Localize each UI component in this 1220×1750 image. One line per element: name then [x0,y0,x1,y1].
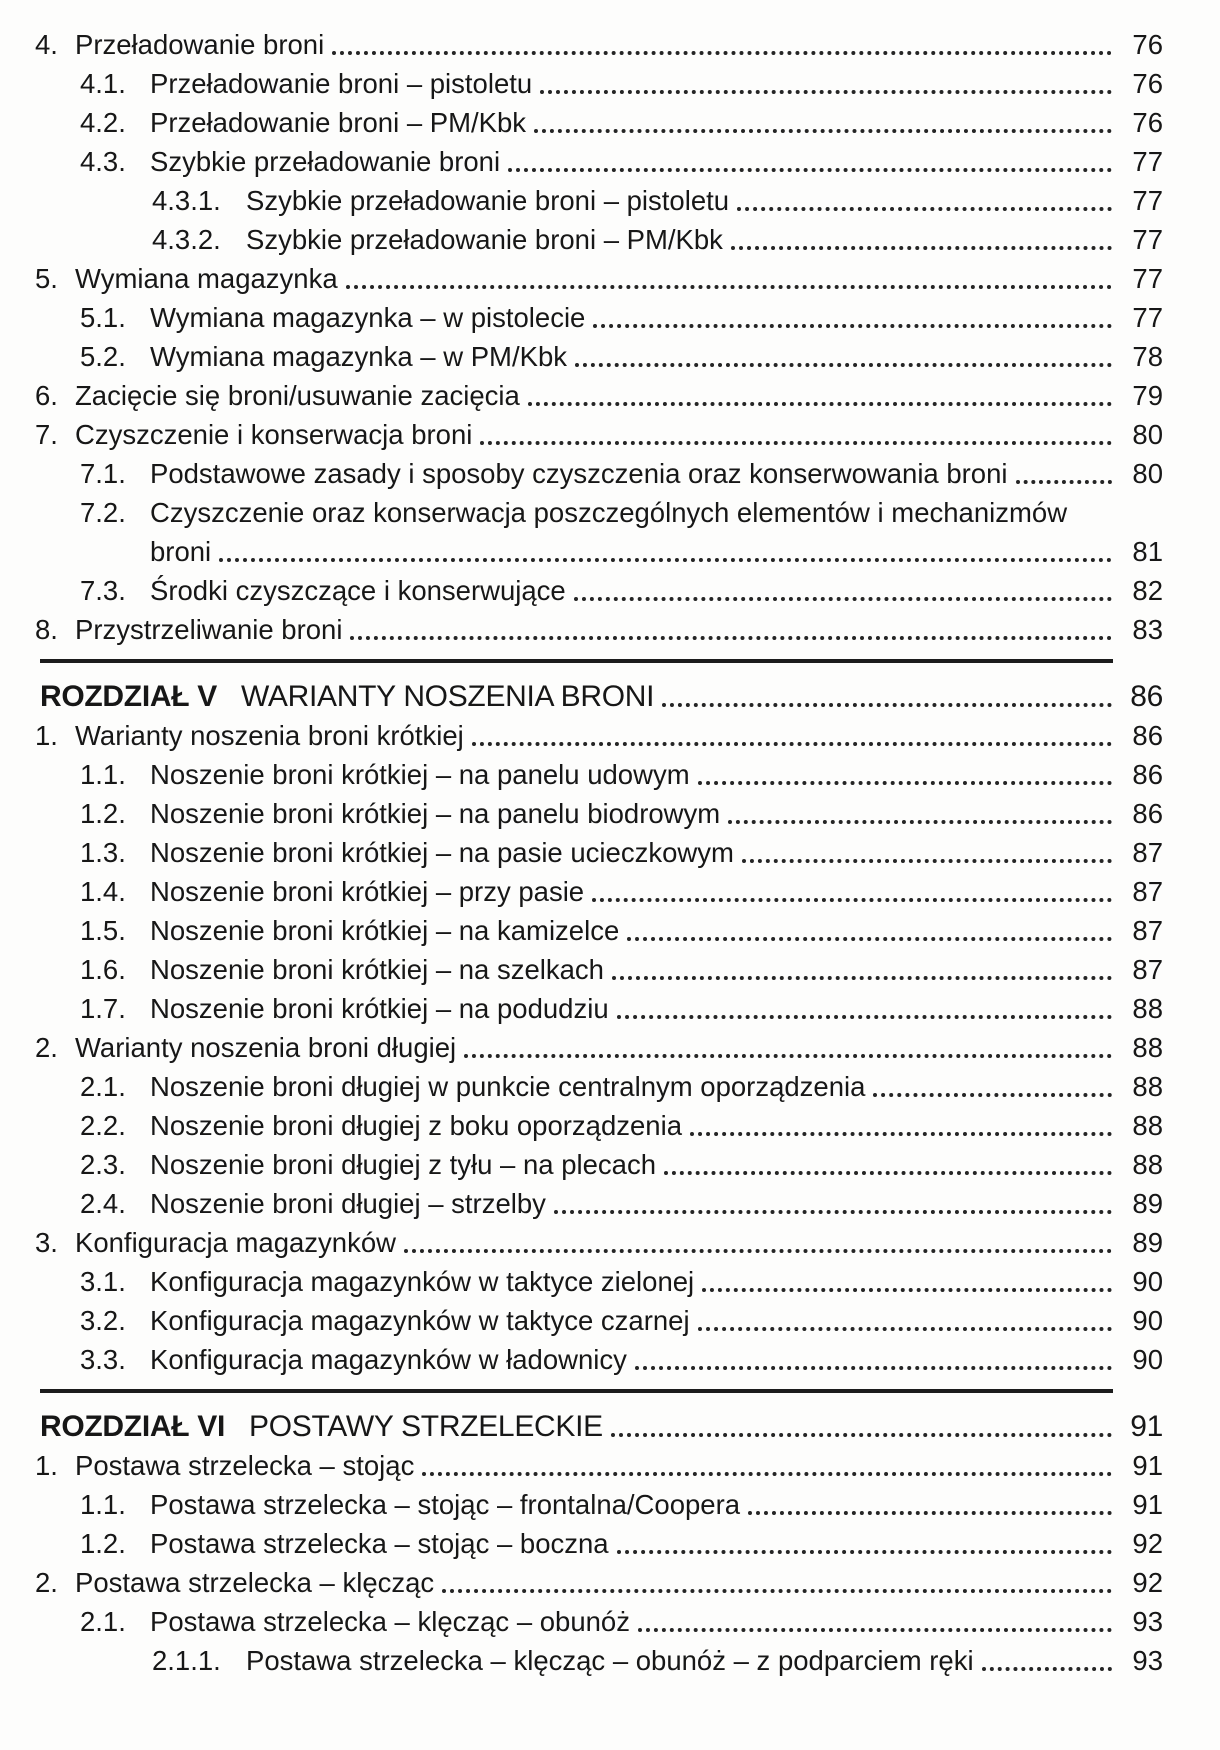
toc-entry-title: Wymiana magazynka – w PM/Kbk [150,341,567,372]
dot-leader [540,90,1112,94]
toc-entry [0,414,1163,453]
toc-entry [0,609,1163,648]
toc-entry-number: 3.1. [80,1266,126,1297]
toc-entry-number: 2.2. [80,1110,126,1141]
toc-entry [0,988,1163,1027]
section-divider [40,659,1113,663]
toc-entry-title: Noszenie broni krótkiej – na szelkach [150,954,604,985]
toc-entry [0,1144,1163,1183]
toc-entry-number: 4.3.1. [152,185,221,216]
toc-entry-page-number: 86 [1132,759,1163,790]
dot-leader [638,1628,1112,1632]
toc-entry-title: broni [150,536,212,567]
toc-entry-number: 1. [35,720,58,751]
toc-entry-page-number: 77 [1132,185,1163,216]
chapter-label: ROZDZIAŁ V [40,680,217,713]
dot-leader [593,324,1112,328]
toc-entry-number: 7.1. [80,458,126,489]
toc-entry [0,375,1163,414]
dot-leader [873,1093,1112,1097]
toc-entry-page-number: 78 [1132,341,1163,372]
toc-entry-title: Wymiana magazynka – w pistolecie [150,302,586,333]
toc-entry [0,258,1163,297]
toc-entry-title: Postawa strzelecka – klęcząc [75,1567,435,1598]
toc-entry-number: 2.4. [80,1188,126,1219]
toc-entry-title: Noszenie broni krótkiej – na panelu udowym [150,759,690,790]
toc-entry-title: Podstawowe zasady i sposoby czyszczenia oraz konserwowania broni [150,458,1008,489]
toc-entry-page-number: 87 [1132,954,1163,985]
toc-entry-title: Przystrzeliwanie broni [75,614,343,645]
toc-entry-number: 1.6. [80,954,126,985]
toc-entry [0,832,1163,871]
toc-entry-page-number: 82 [1132,575,1163,606]
toc-entry-number: 4. [35,29,58,60]
dot-leader [737,207,1112,211]
toc-entry-page-number: 76 [1132,107,1163,138]
dot-leader [472,742,1112,746]
toc-entry-number: 3. [35,1227,58,1258]
toc-entry-page-number: 86 [1132,720,1163,751]
toc-entry-number: 1. [35,1450,58,1481]
toc-entry [0,336,1163,375]
toc-entry-page-number: 88 [1132,1149,1163,1180]
toc-entry [0,297,1163,336]
toc-entry-number: 3.2. [80,1305,126,1336]
dot-leader [404,1249,1112,1253]
toc-entry-title: Czyszczenie oraz konserwacja poszczególnych elementów i mechanizmów [150,497,1068,528]
toc-entry-number: 4.3. [80,146,126,177]
toc-entry-page-number: 89 [1132,1188,1163,1219]
toc-entry-number: 2. [35,1032,58,1063]
toc-entry-page-number: 87 [1132,876,1163,907]
toc-entry [0,1562,1163,1601]
toc-entry-page-number: 77 [1132,146,1163,177]
toc-entry-number: 1.1. [80,1489,126,1520]
toc-entry-number: 2.1. [80,1606,126,1637]
toc-entry-number: 5. [35,263,58,294]
toc-entry [0,1183,1163,1222]
toc-entry [0,949,1163,988]
dot-leader [346,285,1112,289]
chapter-heading [0,1406,1163,1445]
dot-leader [612,976,1112,980]
toc-entry-title: Szybkie przeładowanie broni [150,146,501,177]
toc-entry-number: 1.2. [80,1528,126,1559]
dot-leader [575,363,1112,367]
toc-entry-number: 2.1.1. [152,1645,221,1676]
dot-leader [464,1054,1112,1058]
toc-entry [0,754,1163,793]
toc-entry [0,1601,1163,1640]
toc-entry [0,180,1163,219]
toc-entry-page-number: 93 [1132,1606,1163,1637]
toc-entry-number: 1.3. [80,837,126,868]
toc-entry-title: Przeładowanie broni – pistoletu [150,68,533,99]
dot-leader [332,51,1112,55]
toc-entry-page-number: 88 [1132,1032,1163,1063]
chapter-page-number: 86 [1130,680,1163,713]
toc-entry-title: Przeładowanie broni – PM/Kbk [150,107,527,138]
toc-entry [0,102,1163,141]
toc-entry-number: 8. [35,614,58,645]
dot-leader [748,1511,1112,1515]
dot-leader [728,820,1112,824]
chapter-heading [0,676,1163,715]
toc-entry [0,492,1163,531]
toc-entry-title: Przeładowanie broni [75,29,325,60]
toc-entry [0,219,1163,258]
toc-entry-page-number: 90 [1132,1266,1163,1297]
toc-entry-title: Noszenie broni krótkiej – na kamizelce [150,915,620,946]
toc-entry-page-number: 89 [1132,1227,1163,1258]
toc-entry-number: 7. [35,419,58,450]
toc-entry-title: Konfiguracja magazynków w taktyce zielonej [150,1266,695,1297]
dot-leader [592,898,1112,902]
chapter-title: WARIANTY NOSZENIA BRONI [241,680,655,713]
toc-entry-page-number: 77 [1132,263,1163,294]
dot-leader [422,1472,1112,1476]
toc-entry [0,570,1163,609]
toc-entry-page-number: 80 [1132,419,1163,450]
toc-entry-page-number: 91 [1132,1450,1163,1481]
toc-entry-page-number: 77 [1132,302,1163,333]
toc-entry [0,531,1163,570]
toc-entry-title: Noszenie broni krótkiej – na podudziu [150,993,609,1024]
toc-entry-page-number: 92 [1132,1528,1163,1559]
chapter-label: ROZDZIAŁ VI [40,1410,226,1443]
toc-entry-title: Noszenie broni długiej w punkcie centralnym oporządzenia [150,1071,866,1102]
toc-entry-title: Warianty noszenia broni krótkiej [75,720,464,751]
toc-entry-page-number: 76 [1132,29,1163,60]
toc-entry-number: 7.3. [80,575,126,606]
toc-entry-title: Warianty noszenia broni długiej [75,1032,457,1063]
dot-leader [554,1210,1112,1214]
chapter-page-number: 91 [1130,1410,1163,1443]
toc-entry [0,715,1163,754]
toc-entry-page-number: 79 [1132,380,1163,411]
toc-entry [0,1484,1163,1523]
toc-entry-number: 1.5. [80,915,126,946]
toc-entry-title: Postawa strzelecka – stojąc – frontalna/Coopera [150,1489,741,1520]
toc-entry-title: Konfiguracja magazynków w ładownicy [150,1344,627,1375]
toc-entry [0,63,1163,102]
toc-entry [0,910,1163,949]
dot-leader [480,441,1112,445]
toc-entry [0,1105,1163,1144]
toc-entry-title: Konfiguracja magazynków w taktyce czarnej [150,1305,690,1336]
toc-entry [0,1640,1163,1679]
toc-entry-page-number: 88 [1132,1071,1163,1102]
toc-entry-number: 2.3. [80,1149,126,1180]
dot-leader [702,1288,1112,1292]
dot-leader [508,168,1112,172]
dot-leader [528,402,1112,406]
toc-entry-page-number: 88 [1132,1110,1163,1141]
toc-entry-number: 7.2. [80,497,126,528]
dot-leader [627,937,1112,941]
toc-entry-title: Wymiana magazynka [75,263,338,294]
toc-entry-title: Szybkie przeładowanie broni – pistoletu [246,185,730,216]
toc-entry-title: Noszenie broni długiej – strzelby [150,1188,546,1219]
toc-entry-number: 4.2. [80,107,126,138]
toc-entry-number: 1.1. [80,759,126,790]
toc-entry-number: 3.3. [80,1344,126,1375]
toc-entry-title: Postawa strzelecka – stojąc [75,1450,415,1481]
dot-leader [534,129,1112,133]
toc-entry [0,1066,1163,1105]
toc-entry-page-number: 92 [1132,1567,1163,1598]
toc-entry-title: Noszenie broni długiej z tyłu – na plecach [150,1149,656,1180]
toc-entry-page-number: 91 [1132,1489,1163,1520]
toc-entry [0,1339,1163,1378]
toc-entry-number: 1.4. [80,876,126,907]
toc-entry [0,871,1163,910]
toc-entry-number: 4.3.2. [152,224,221,255]
dot-leader [662,703,1112,707]
toc-entry-page-number: 77 [1132,224,1163,255]
dot-leader [635,1366,1112,1370]
toc-entry-title: Konfiguracja magazynków [75,1227,397,1258]
toc-entry [0,1222,1163,1261]
chapter-title: POSTAWY STRZELECKIE [249,1410,603,1443]
toc-entry [0,141,1163,180]
toc-entry-title: Środki czyszczące i konserwujące [150,575,566,606]
toc-entry-title: Noszenie broni krótkiej – na panelu biodrowym [150,798,721,829]
toc-entry [0,1523,1163,1562]
toc-entry-title: Szybkie przeładowanie broni – PM/Kbk [246,224,723,255]
dot-leader [982,1667,1112,1671]
toc-entry [0,453,1163,492]
toc-entry-page-number: 83 [1132,614,1163,645]
dot-leader [574,597,1112,601]
toc-entry-title: Postawa strzelecka – stojąc – boczna [150,1528,609,1559]
toc-entry-page-number: 76 [1132,68,1163,99]
toc-entry [0,793,1163,832]
dot-leader [617,1550,1112,1554]
toc-entry [0,1445,1163,1484]
dot-leader [664,1171,1112,1175]
toc-entry-number: 1.7. [80,993,126,1024]
dot-leader [742,859,1112,863]
toc-entry-number: 4.1. [80,68,126,99]
dot-leader [731,246,1112,250]
toc-entry [0,24,1163,63]
toc-entry [0,1261,1163,1300]
toc-entry-number: 5.1. [80,302,126,333]
section-divider [40,1389,1113,1393]
dot-leader [611,1433,1112,1437]
toc-entry-title: Noszenie broni długiej z boku oporządzenia [150,1110,683,1141]
toc-entry-number: 5.2. [80,341,126,372]
toc-entry-number: 2.1. [80,1071,126,1102]
toc-entry-page-number: 80 [1132,458,1163,489]
toc-entry-page-number: 87 [1132,915,1163,946]
dot-leader [350,636,1112,640]
dot-leader [698,781,1112,785]
toc-entry-page-number: 90 [1132,1344,1163,1375]
toc-entry [0,1300,1163,1339]
toc-entry-title: Czyszczenie i konserwacja broni [75,419,473,450]
toc-entry-page-number: 90 [1132,1305,1163,1336]
dot-leader [1016,480,1112,484]
toc-entry-page-number: 86 [1132,798,1163,829]
toc-entry-number: 1.2. [80,798,126,829]
toc-entry-page-number: 81 [1132,536,1163,567]
toc-entry-page-number: 93 [1132,1645,1163,1676]
toc-entry-title: Postawa strzelecka – klęcząc – obunóż [150,1606,630,1637]
dot-leader [219,558,1112,562]
toc-entry-title: Noszenie broni krótkiej – na pasie ucieczkowym [150,837,734,868]
toc-entry [0,1027,1163,1066]
toc-entry-title: Zacięcie się broni/usuwanie zacięcia [75,380,520,411]
dot-leader [617,1015,1112,1019]
toc-entry-title: Postawa strzelecka – klęcząc – obunóż – z podparciem ręki [246,1645,974,1676]
dot-leader [698,1327,1112,1331]
toc-entry-title: Noszenie broni krótkiej – przy pasie [150,876,585,907]
dot-leader [690,1132,1112,1136]
toc-entry-page-number: 87 [1132,837,1163,868]
toc-entry-number: 2. [35,1567,58,1598]
toc-entry-number: 6. [35,380,58,411]
dot-leader [442,1589,1112,1593]
toc-entry-page-number: 88 [1132,993,1163,1024]
